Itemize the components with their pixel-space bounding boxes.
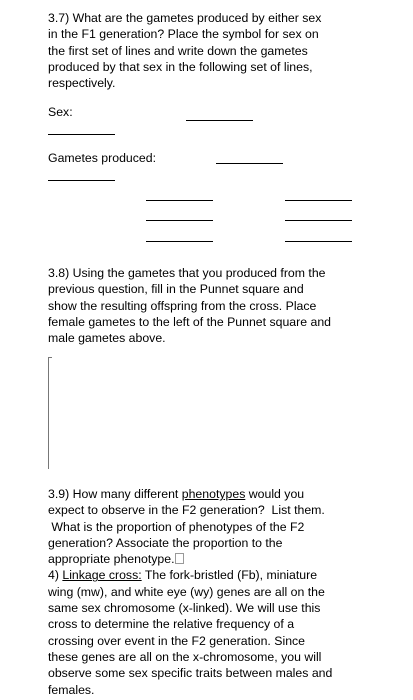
section-4-line (48, 567, 332, 583)
question-3-7-line: respectively. (48, 76, 116, 91)
sex-blank-2[interactable] (48, 134, 115, 135)
question-3-7-line: the first set of lines and write down the gametes (48, 43, 308, 58)
question-3-7-line: 3.7) What are the gametes produced by either sex (48, 11, 322, 25)
section-4-line: observe some sex specific traits between males and (48, 666, 333, 681)
question-3-9-line: expect to observe in the F2 generation? List them. (48, 503, 325, 518)
question-3-9 (48, 486, 332, 698)
section-4-text: 4) (48, 568, 63, 583)
placeholder-box-icon (175, 553, 184, 564)
question-3-8-line: female gametes to the left of the Punnet square and (48, 314, 332, 329)
sex-blank-1[interactable] (186, 120, 253, 121)
gametes-blank-right-1[interactable] (285, 200, 352, 201)
gametes-blank-left-3[interactable] (146, 241, 213, 242)
question-3-9-line: generation? Associate the proportion to the (48, 535, 283, 550)
gametes-blank-right-3[interactable] (285, 241, 352, 242)
gametes-blank-right-2[interactable] (285, 220, 352, 221)
question-3-9-text: appropriate phenotype. (48, 552, 175, 567)
question-3-9-line: What is the proportion of phenotypes of the F2 (48, 519, 305, 534)
sex-label: Sex: (48, 105, 73, 119)
question-3-9-line (48, 486, 332, 502)
question-3-9-line (48, 551, 332, 567)
section-4-line: wing (mw), and white eye (wy) genes are all on the (48, 584, 325, 599)
gametes-blank-header-1[interactable] (216, 163, 283, 164)
section-4-line: females. (48, 682, 95, 697)
gametes-blank-header-2[interactable] (48, 180, 115, 181)
linkage-cross-link[interactable]: Linkage cross: (62, 568, 142, 583)
question-3-8-line: show the resulting offspring from the cross. Place (48, 298, 317, 313)
gametes-produced-label: Gametes produced: (48, 151, 157, 165)
section-4-line: these genes are all on the x-chromosome, you will (48, 649, 322, 664)
punnett-square-corner (48, 357, 52, 358)
phenotypes-link[interactable]: phenotypes (181, 487, 246, 501)
question-3-7-line: in the F1 generation? Place the symbol for sex on (48, 27, 319, 42)
question-3-8 (48, 265, 331, 346)
question-3-8-line: previous question, fill in the Punnet square and (48, 282, 304, 297)
section-4-line: same sex chromosome (x-linked). We will use this (48, 601, 321, 616)
section-4-text: The fork-bristled (Fb), miniature (141, 568, 318, 583)
question-3-7-line: produced by that sex in the following set of lines, (48, 59, 313, 74)
question-3-9-text: 3.9) How many different (48, 487, 182, 501)
section-4-line: cross to determine the relative frequency of a (48, 617, 295, 632)
question-3-8-line: 3.8) Using the gametes that you produced from the (48, 266, 326, 280)
question-3-9-text: would you (245, 487, 305, 501)
question-3-8-line: male gametes above. (48, 331, 166, 346)
gametes-blank-left-1[interactable] (146, 200, 213, 201)
gametes-blank-left-2[interactable] (146, 220, 213, 221)
question-3-7 (48, 10, 321, 91)
punnett-square-edge (48, 357, 49, 469)
section-4-line: crossing over event in the F2 generation. Since (48, 633, 306, 648)
